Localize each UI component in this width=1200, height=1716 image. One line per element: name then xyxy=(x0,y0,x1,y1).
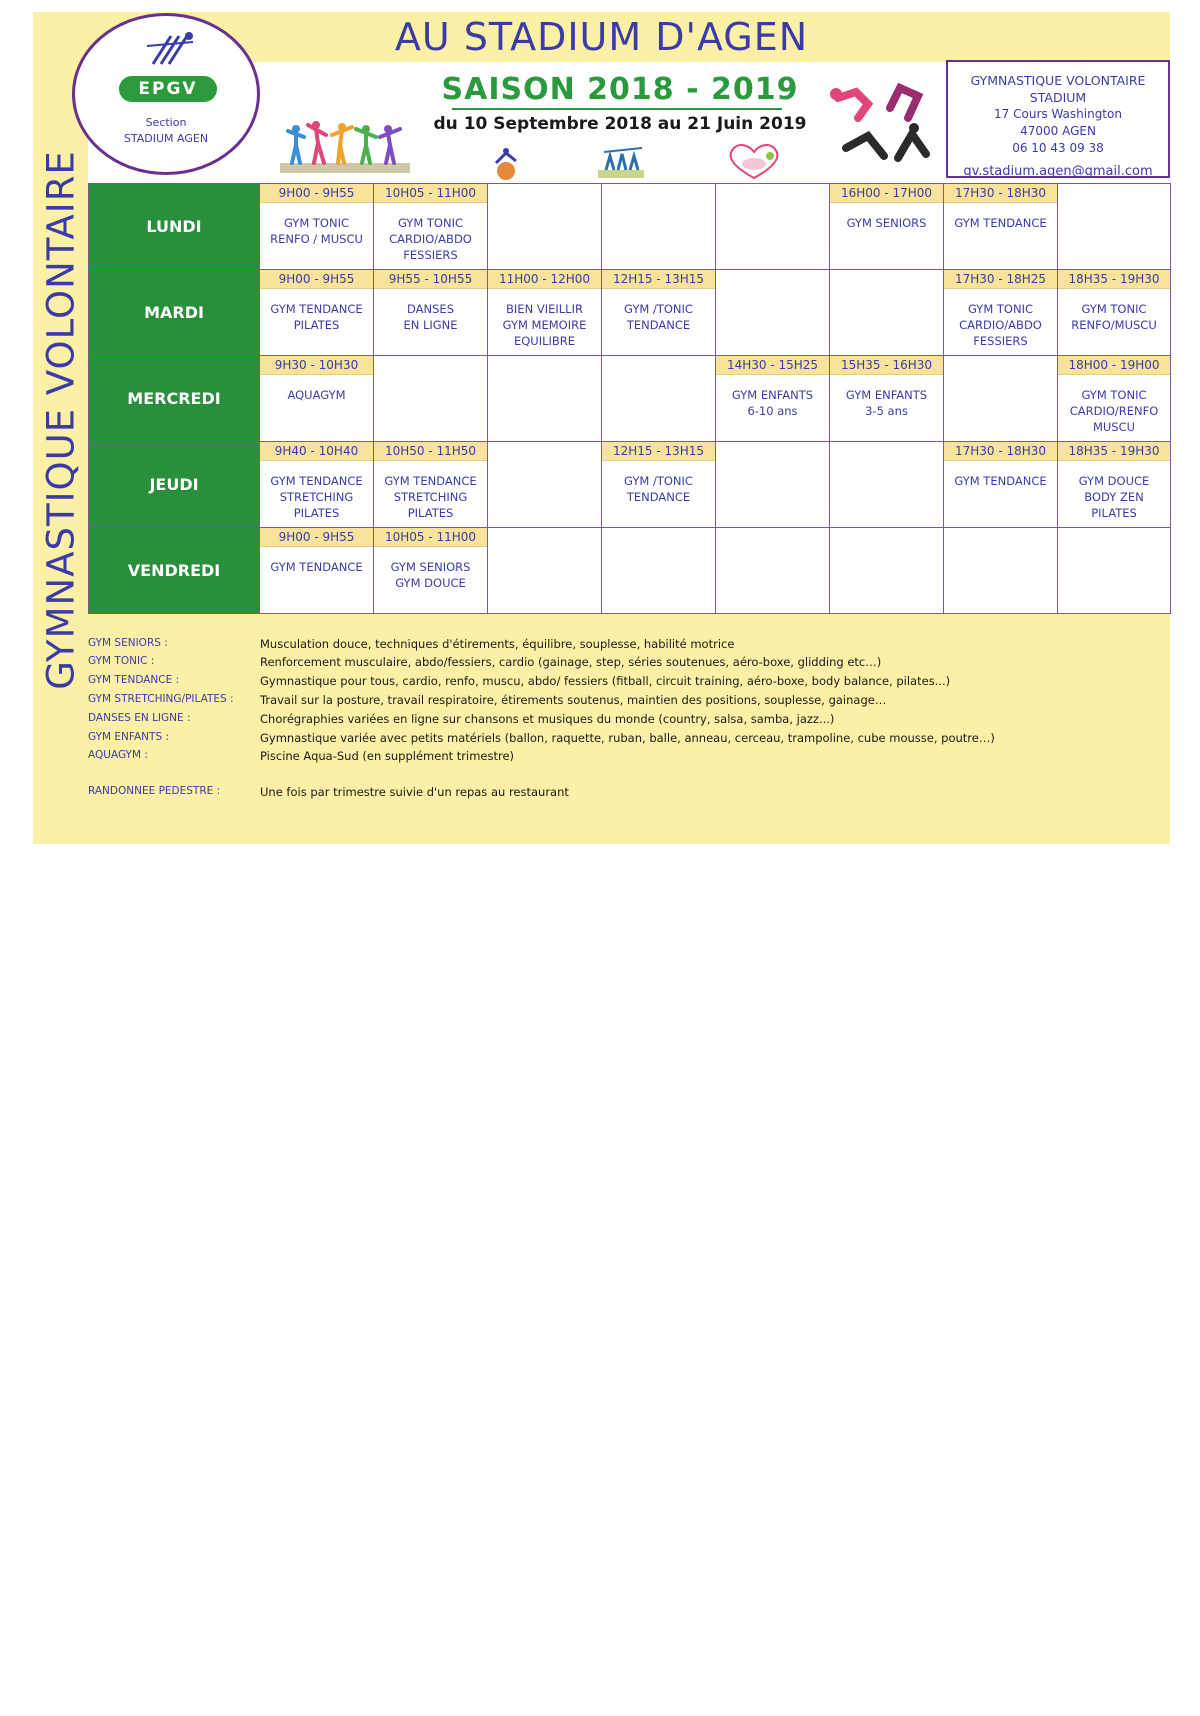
slot-time: 10H50 - 11H50 xyxy=(374,442,487,461)
timetable-row xyxy=(89,270,1171,356)
day-label: VENDREDI xyxy=(89,528,260,614)
activity-line: PILATES xyxy=(293,506,340,520)
activity-line: BIEN VIEILLIR xyxy=(506,302,583,316)
empty-slot xyxy=(716,442,830,528)
slot-activity xyxy=(830,203,943,231)
empty-slot xyxy=(602,184,716,270)
class-slot xyxy=(830,184,944,270)
epgv-logo xyxy=(72,13,260,175)
legend-key: GYM ENFANTS : xyxy=(88,731,169,743)
activity-line: BODY ZEN xyxy=(1084,490,1144,504)
day-label: MERCREDI xyxy=(89,356,260,442)
empty-slot xyxy=(602,356,716,442)
page-title: AU STADIUM D'AGEN xyxy=(394,15,809,59)
activity-line: GYM SENIORS xyxy=(846,216,927,230)
slot-time: 9H00 - 9H55 xyxy=(260,184,373,203)
slot-activity xyxy=(1058,461,1170,521)
slot-time: 18H35 - 19H30 xyxy=(1058,442,1170,461)
activity-line: CARDIO/ABDO xyxy=(959,318,1042,332)
activity-line: 3-5 ans xyxy=(865,404,908,418)
slot-activity xyxy=(260,461,373,521)
slot-time: 10H05 - 11H00 xyxy=(374,184,487,203)
side-title xyxy=(33,80,89,760)
class-slot xyxy=(602,270,716,356)
activity-line: FESSIERS xyxy=(403,248,458,262)
contact-email: gv.stadium.agen@gmail.com xyxy=(963,164,1153,179)
slot-activity xyxy=(260,289,373,333)
season-title: SAISON 2018 - 2019 xyxy=(441,72,799,107)
slot-activity xyxy=(716,375,829,419)
timetable-row xyxy=(89,184,1171,270)
slot-activity xyxy=(944,203,1057,231)
activity-line: MUSCU xyxy=(1092,420,1136,434)
class-slot xyxy=(488,270,602,356)
running-group-illustration xyxy=(598,140,644,180)
activity-line: GYM /TONIC xyxy=(624,474,693,488)
slot-time: 9H00 - 9H55 xyxy=(260,528,373,547)
day-label: JEUDI xyxy=(89,442,260,528)
class-slot xyxy=(944,270,1058,356)
class-slot xyxy=(602,442,716,528)
class-slot xyxy=(1058,270,1171,356)
activity-line: GYM MEMOIRE xyxy=(502,318,587,332)
slot-time: 16H00 - 17H00 xyxy=(830,184,943,203)
activity-line: GYM ENFANTS xyxy=(845,388,928,402)
empty-slot xyxy=(374,356,488,442)
contact-name-line1: GYMNASTIQUE VOLONTAIRE xyxy=(970,73,1146,88)
legend-key: DANSES EN LIGNE : xyxy=(88,712,191,724)
activity-line: GYM SENIORS xyxy=(390,560,471,574)
activity-line: GYM TENDANCE xyxy=(270,560,363,574)
slot-time: 17H30 - 18H30 xyxy=(944,442,1057,461)
activity-line: EQUILIBRE xyxy=(513,334,576,348)
class-slot xyxy=(1058,442,1171,528)
slot-time: 11H00 - 12H00 xyxy=(488,270,601,289)
activity-line: STRETCHING xyxy=(279,490,354,504)
class-slot xyxy=(716,356,830,442)
contact-name-line2: STADIUM xyxy=(1029,90,1087,105)
empty-slot xyxy=(944,528,1058,614)
slot-time: 18H35 - 19H30 xyxy=(1058,270,1170,289)
season-dates: du 10 Septembre 2018 au 21 Juin 2019 xyxy=(433,114,807,134)
empty-slot xyxy=(488,356,602,442)
legend-key: GYM SENIORS : xyxy=(88,637,168,649)
legend-value: Piscine Aqua-Sud (en supplément trimestre) xyxy=(260,749,515,763)
activity-line: GYM ENFANTS xyxy=(731,388,814,402)
legend-key: GYM TONIC : xyxy=(88,655,155,667)
day-label: LUNDI xyxy=(89,184,260,270)
activity-line: TENDANCE xyxy=(626,490,691,504)
activity-line: FESSIERS xyxy=(973,334,1028,348)
class-slot xyxy=(260,442,374,528)
empty-slot xyxy=(830,270,944,356)
class-slot xyxy=(374,270,488,356)
legend-key: GYM TENDANCE : xyxy=(88,674,180,686)
activity-line: GYM DOUCE xyxy=(1078,474,1150,488)
activity-line: CARDIO/ABDO xyxy=(389,232,472,246)
empty-slot xyxy=(716,184,830,270)
activity-line: PILATES xyxy=(407,506,454,520)
legend-value: Une fois par trimestre suivie d'un repas au restaurant xyxy=(260,785,569,799)
timetable-row xyxy=(89,528,1171,614)
legend-key: AQUAGYM : xyxy=(88,749,148,761)
activity-line: GYM TENDANCE xyxy=(270,474,363,488)
empty-slot xyxy=(716,528,830,614)
contact-city: 47000 AGEN xyxy=(1020,124,1096,138)
class-slot xyxy=(260,270,374,356)
activity-line: GYM TENDANCE xyxy=(954,474,1047,488)
class-slot xyxy=(374,442,488,528)
empty-slot xyxy=(488,442,602,528)
logo-acronym: EPGV xyxy=(119,76,217,102)
activity-line: GYM TONIC xyxy=(283,216,350,230)
legend-key: RANDONNEE PEDESTRE : xyxy=(88,785,221,797)
class-slot xyxy=(1058,356,1171,442)
slot-time: 9H00 - 9H55 xyxy=(260,270,373,289)
legend-value: Gymnastique pour tous, cardio, renfo, muscu, abdo/ fessiers (fitball, circuit training, aéro-boxe, body balance, pilates...) xyxy=(260,674,951,688)
activity-line: 6-10 ans xyxy=(747,404,798,418)
day-label: MARDI xyxy=(89,270,260,356)
slot-time: 9H30 - 10H30 xyxy=(260,356,373,375)
activity-line: AQUAGYM xyxy=(287,388,346,402)
gymnast-logo-icon xyxy=(133,30,203,70)
empty-slot xyxy=(830,442,944,528)
slot-time: 9H40 - 10H40 xyxy=(260,442,373,461)
empty-slot xyxy=(488,184,602,270)
slot-activity xyxy=(374,289,487,333)
activity-line: GYM TENDANCE xyxy=(270,302,363,316)
activity-line: GYM TONIC xyxy=(1081,388,1147,402)
contact-box xyxy=(946,60,1170,178)
contact-phone: 06 10 43 09 38 xyxy=(1012,141,1104,155)
slot-activity xyxy=(260,203,373,247)
empty-slot xyxy=(944,356,1058,442)
slot-activity xyxy=(944,461,1057,489)
activity-line: PILATES xyxy=(1091,506,1137,520)
slot-time: 14H30 - 15H25 xyxy=(716,356,829,375)
ball-exercise-illustration xyxy=(488,145,524,181)
activity-line: STRETCHING xyxy=(393,490,468,504)
activity-line: RENFO / MUSCU xyxy=(270,232,363,246)
slot-activity xyxy=(830,375,943,419)
legend-value: Musculation douce, techniques d'étirements, équilibre, souplesse, habilité motrice xyxy=(260,637,735,651)
slot-time: 10H05 - 11H00 xyxy=(374,528,487,547)
contact-street: 17 Cours Washington xyxy=(994,107,1122,121)
empty-slot xyxy=(830,528,944,614)
timetable-row xyxy=(89,442,1171,528)
slot-time: 12H15 - 13H15 xyxy=(602,270,715,289)
class-slot xyxy=(260,528,374,614)
legend-value: Chorégraphies variées en ligne sur chansons et musiques du monde (country, salsa, samba, jazz...) xyxy=(260,712,835,726)
legend-key: GYM STRETCHING/PILATES : xyxy=(88,693,234,705)
activity-line: CARDIO/RENFO xyxy=(1069,404,1159,418)
timetable-row xyxy=(89,356,1171,442)
activity-line: PILATES xyxy=(293,318,340,332)
slot-activity xyxy=(602,289,715,333)
side-title-text: GYMNASTIQUE VOLONTAIRE xyxy=(39,150,83,690)
slot-time: 12H15 - 13H15 xyxy=(602,442,715,461)
activity-line: GYM TONIC xyxy=(1081,302,1147,316)
timetable xyxy=(88,183,1171,614)
slot-activity xyxy=(488,289,601,349)
slot-activity xyxy=(260,375,373,403)
activity-line: TENDANCE xyxy=(626,318,691,332)
empty-slot xyxy=(602,528,716,614)
activity-line: GYM TONIC xyxy=(397,216,464,230)
activity-line: GYM DOUCE xyxy=(395,576,466,590)
class-slot xyxy=(830,356,944,442)
dancers-group-illustration xyxy=(280,115,410,177)
activity-line: DANSES xyxy=(407,302,454,316)
empty-slot xyxy=(488,528,602,614)
activity-line: GYM TENDANCE xyxy=(384,474,477,488)
class-slot xyxy=(944,184,1058,270)
class-slot xyxy=(374,528,488,614)
legend-value: Renforcement musculaire, abdo/fessiers, cardio (gainage, step, séries soutenues, aéro-boxe, glidding etc…) xyxy=(260,655,882,669)
empty-slot xyxy=(1058,528,1171,614)
slot-time: 15H35 - 16H30 xyxy=(830,356,943,375)
slot-activity xyxy=(374,203,487,263)
logo-section: Section xyxy=(145,116,187,129)
class-slot xyxy=(374,184,488,270)
slot-time: 17H30 - 18H25 xyxy=(944,270,1057,289)
slot-activity xyxy=(1058,289,1170,333)
slot-activity xyxy=(602,461,715,505)
yoga-poses-illustration xyxy=(828,78,936,174)
slot-activity xyxy=(1058,375,1170,435)
legend-value: Gymnastique variée avec petits matériels (ballon, raquette, ruban, balle, anneau, cerceau, trampoline, cube mousse, poutre…) xyxy=(260,731,995,745)
empty-slot xyxy=(716,270,830,356)
class-slot xyxy=(944,442,1058,528)
activity-line: GYM TENDANCE xyxy=(954,216,1047,230)
slot-time: 9H55 - 10H55 xyxy=(374,270,487,289)
gym-heart-illustration xyxy=(722,140,786,182)
slot-time: 17H30 - 18H30 xyxy=(944,184,1057,203)
empty-slot xyxy=(1058,184,1171,270)
activity-line: RENFO/MUSCU xyxy=(1071,318,1157,332)
slot-time: 18H00 - 19H00 xyxy=(1058,356,1170,375)
legend-value: Travail sur la posture, travail respiratoire, étirements soutenus, maintien des positions, souplesse, gainage… xyxy=(260,693,887,707)
activity-line: EN LIGNE xyxy=(403,318,458,332)
slot-activity xyxy=(374,547,487,591)
slot-activity xyxy=(374,461,487,521)
slot-activity xyxy=(944,289,1057,349)
slot-activity xyxy=(260,547,373,575)
class-slot xyxy=(260,356,374,442)
activity-line: GYM TONIC xyxy=(967,302,1034,316)
activity-line: GYM /TONIC xyxy=(624,302,693,316)
season-underline xyxy=(452,108,782,110)
class-slot xyxy=(260,184,374,270)
logo-club-name: STADIUM AGEN xyxy=(123,132,209,145)
